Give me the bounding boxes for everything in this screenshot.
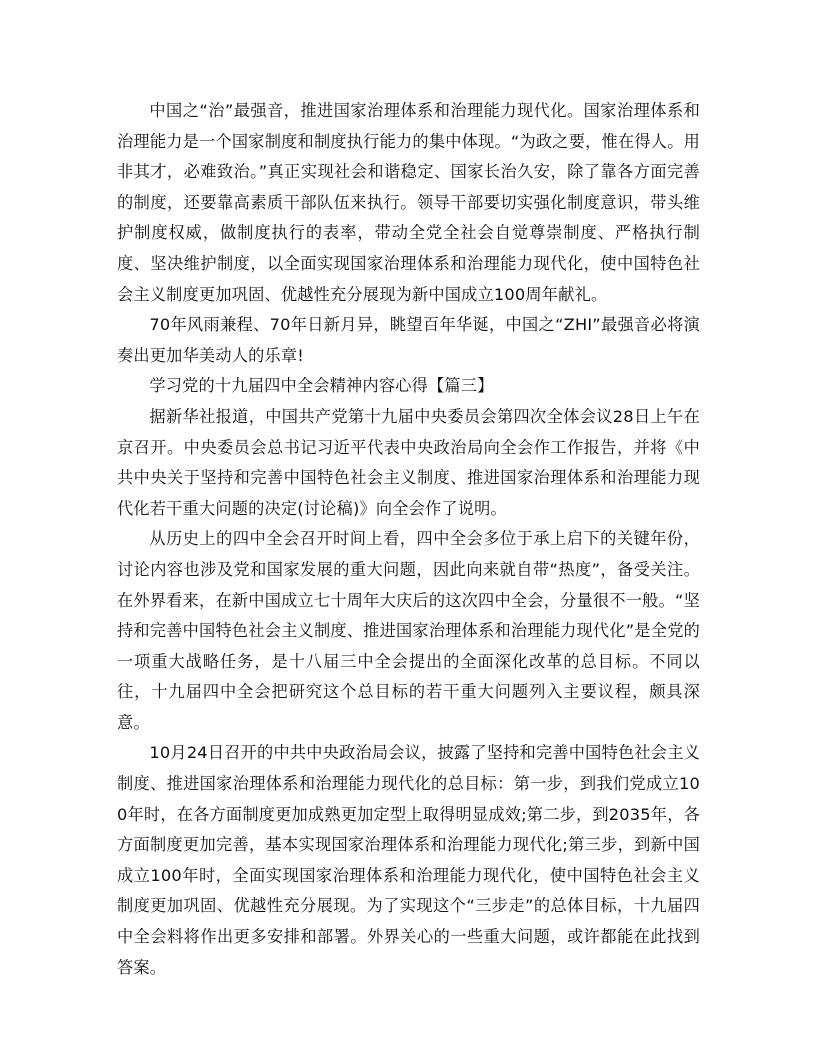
section-heading: 学习党的十九届四中全会精神内容心得【篇三】 <box>149 376 494 396</box>
document-page <box>117 96 700 983</box>
paragraph-three-steps: 10月24日召开的中共中央政治局会议，披露了坚持和完善中国特色社会主义制度、推进国家治理体系和治理能力现代化的总目标：第一步，到我们党成立100年时，在各方面制度更加成熟更加定型上取得明显成效;第二步，到2035年，各方面制度更加完善，基本实现国家治理体系和治理能力现代化;第三步，到新中国成立100年时，全面实现国家治理体系和治理能力现代化，使中国特色社会主义制度更加巩固、优越性充分展现。为了实现这个“三步走”的总体目标，十九届四中全会料将作出更多安排和部署。外界关心的一些重大问题，或许都能在此找到答案。 <box>117 743 700 977</box>
paragraph-governance: 中国之“治”最强音，推进国家治理体系和治理能力现代化。国家治理体系和治理能力是一个国家制度和制度执行能力的集中体现。“为政之要，惟在得人。用非其才，必难致治。”真正实现社会和谐稳定、国家长治久安，除了靠各方面完善的制度，还要靠高素质干部队伍来执行。领导干部要切实强化制度意识，带头维护制度权威，做制度执行的表率，带动全党全社会自觉尊崇制度、严格执行制度、坚决维护制度，以全面实现国家治理体系和治理能力现代化，使中国特色社会主义制度更加巩固、优越性充分展现为新中国成立100周年献礼。 <box>117 101 700 304</box>
paragraph-anniversary: 70年风雨兼程、70年日新月异，眺望百年华诞，中国之“ZHI”最强音必将演奏出更加华美动人的乐章! <box>117 315 700 365</box>
paragraph-history: 从历史上的四中全会召开时间上看，四中全会多位于承上启下的关键年份，讨论内容也涉及党和国家发展的重大问题，因此向来就自带“热度”，备受关注。在外界看来，在新中国成立七十周年大庆后的这次四中全会，分量很不一般。“坚持和完善中国特色社会主义制度、推进国家治理体系和治理能力现代化”是全党的一项重大战略任务，是十八届三中全会提出的全面深化改革的总目标。不同以往，十九届四中全会把研究这个总目标的若干重大问题列入主要议程，颇具深意。 <box>117 529 700 732</box>
paragraph-xinhua-report: 据新华社报道，中国共产党第十九届中央委员会第四次全体会议28日上午在京召开。中央委员会总书记习近平代表中央政治局向全会作工作报告，并将《中共中央关于坚持和完善中国特色社会主义制度、推进国家治理体系和治理能力现代化若干重大问题的决定(讨论稿)》向全会作了说明。 <box>117 406 700 518</box>
